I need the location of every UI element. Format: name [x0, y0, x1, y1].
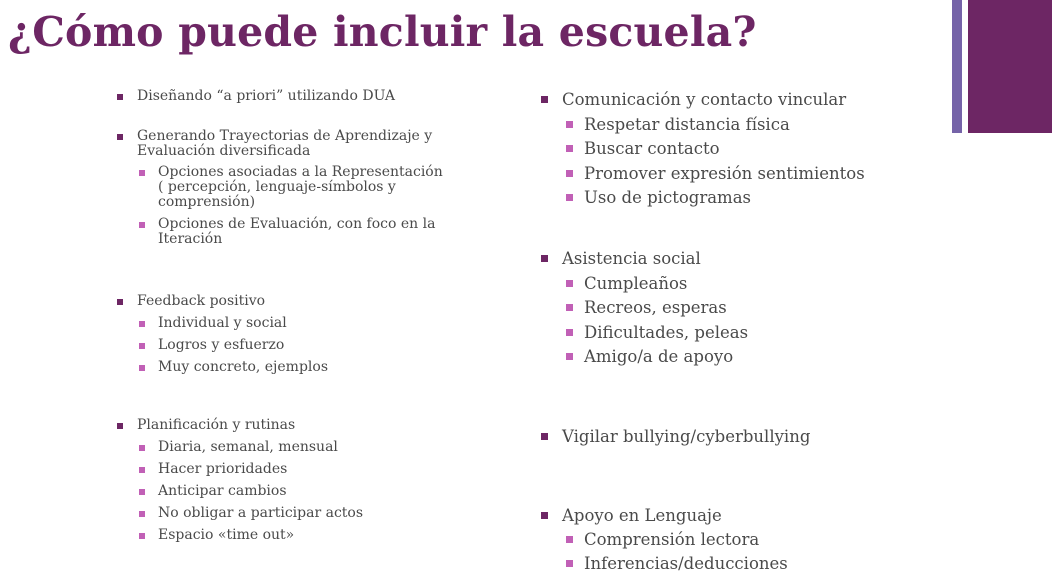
square-sub-bullet-icon [139, 533, 145, 539]
square-sub-bullet-icon [566, 121, 573, 128]
square-sub-bullet-icon [139, 489, 145, 495]
bullet-text: Comunicación y contacto vincular [562, 90, 847, 109]
sub-bullet-text: Comprensión lectora [584, 530, 760, 549]
sub-bullet-text-line: comprensión) [158, 194, 256, 210]
sub-bullet-item [158, 316, 328, 331]
right-group-comunicacion [562, 90, 865, 207]
square-bullet-icon [117, 94, 123, 100]
bullet-text: Feedback positivo [137, 293, 266, 309]
sub-bullet-text: Buscar contacto [584, 139, 720, 158]
square-bullet-icon [117, 423, 123, 429]
square-sub-bullet-icon [566, 170, 573, 177]
bullet-text: Diseñando “a priori” utilizando DUA [137, 88, 396, 104]
sub-bullet-item [584, 164, 865, 183]
bullet-item [137, 89, 395, 104]
sub-bullet-text: Dificultades, peleas [584, 322, 749, 342]
sub-bullet-item [158, 484, 363, 499]
sub-bullet-item [584, 323, 748, 342]
sub-bullet-item [158, 217, 443, 247]
sub-bullet-text: Hacer prioridades [158, 461, 288, 477]
sub-bullet-item [584, 530, 788, 549]
square-bullet-icon [541, 512, 548, 519]
square-bullet-icon [117, 299, 123, 305]
sub-bullet-item [584, 554, 788, 573]
square-sub-bullet-icon [566, 194, 573, 201]
sub-bullet-text: Individual y social [158, 315, 287, 331]
sub-bullet-text: Anticipar cambios [158, 483, 287, 499]
sub-bullet-text: Respetar distancia física [584, 114, 790, 134]
square-sub-bullet-icon [139, 321, 145, 327]
decorative-block [968, 0, 1052, 133]
bullet-text-line: Generando Trayectorias de Aprendizaje y [137, 128, 433, 144]
square-sub-bullet-icon [139, 467, 145, 473]
bullet-item [137, 418, 363, 433]
bullet-item [137, 294, 328, 309]
sub-bullet-text: Espacio «time out» [158, 527, 295, 543]
sub-bullet-text-line: Opciones de Evaluación, con foco en la [158, 216, 436, 232]
bullet-text: Vigilar bullying/cyberbullying [562, 427, 811, 446]
sub-bullet-text: No obligar a participar actos [158, 505, 364, 521]
sub-bullet-item [584, 188, 865, 207]
sub-bullet-text-line: Opciones asociadas a la Representación [158, 164, 443, 180]
sub-bullet-text: Amigo/a de apoyo [584, 347, 734, 366]
square-bullet-icon [541, 96, 548, 103]
square-bullet-icon [541, 255, 548, 262]
slide-title: ¿Cómo puede incluir la escuela? [8, 8, 757, 56]
sub-bullet-item [584, 347, 748, 366]
square-bullet-icon [117, 134, 123, 140]
bullet-item [137, 129, 443, 159]
decorative-stripe [952, 0, 962, 133]
left-group-dua [137, 89, 395, 104]
bullet-item [562, 506, 788, 525]
sub-bullet-item [158, 506, 363, 521]
sub-bullet-text: Promover expresión sentimientos [584, 163, 865, 183]
sub-bullet-text-line: Iteración [158, 231, 223, 247]
square-sub-bullet-icon [566, 145, 573, 152]
square-sub-bullet-icon [139, 343, 145, 349]
right-group-asistencia [562, 249, 748, 366]
bullet-text: Apoyo en Lenguaje [562, 506, 722, 525]
square-sub-bullet-icon [566, 280, 573, 287]
sub-bullet-text: Muy concreto, ejemplos [158, 359, 329, 375]
square-sub-bullet-icon [566, 353, 573, 360]
bullet-item [562, 249, 748, 268]
square-sub-bullet-icon [139, 222, 145, 228]
sub-bullet-item [584, 274, 748, 293]
bullet-text-line: Evaluación diversificada [137, 143, 311, 159]
bullet-item [562, 90, 865, 109]
sub-bullet-item [158, 165, 443, 210]
square-sub-bullet-icon [566, 329, 573, 336]
square-sub-bullet-icon [566, 536, 573, 543]
sub-bullet-text-line: ( percepción, lenguaje-símbolos y [158, 179, 396, 195]
sub-bullet-text: Recreos, esperas [584, 298, 727, 317]
sub-bullet-item [158, 462, 363, 477]
sub-bullet-item [158, 338, 328, 353]
right-group-lenguaje [562, 506, 788, 573]
sub-bullet-item [584, 139, 865, 158]
bullet-item [562, 427, 810, 446]
sub-bullet-text: Uso de pictogramas [584, 188, 752, 207]
sub-bullet-item [584, 115, 865, 134]
left-group-trayectorias [137, 129, 443, 247]
left-group-feedback [137, 294, 328, 375]
square-sub-bullet-icon [139, 445, 145, 451]
sub-bullet-text: Inferencias/deducciones [584, 554, 788, 573]
sub-bullet-item [158, 528, 363, 543]
left-group-planificacion [137, 418, 363, 543]
sub-bullet-text: Cumpleaños [584, 273, 688, 293]
sub-bullet-text: Diaria, semanal, mensual [158, 439, 338, 455]
sub-bullet-item [584, 298, 748, 317]
sub-bullet-item [158, 440, 363, 455]
bullet-text: Asistencia social [562, 249, 701, 268]
square-sub-bullet-icon [139, 511, 145, 517]
sub-bullet-text: Logros y esfuerzo [158, 337, 285, 353]
square-bullet-icon [541, 433, 548, 440]
square-sub-bullet-icon [139, 170, 145, 176]
square-sub-bullet-icon [566, 560, 573, 567]
sub-bullet-item [158, 360, 328, 375]
right-group-bullying [562, 427, 810, 446]
bullet-text: Planificación y rutinas [137, 417, 296, 433]
square-sub-bullet-icon [566, 304, 573, 311]
square-sub-bullet-icon [139, 365, 145, 371]
